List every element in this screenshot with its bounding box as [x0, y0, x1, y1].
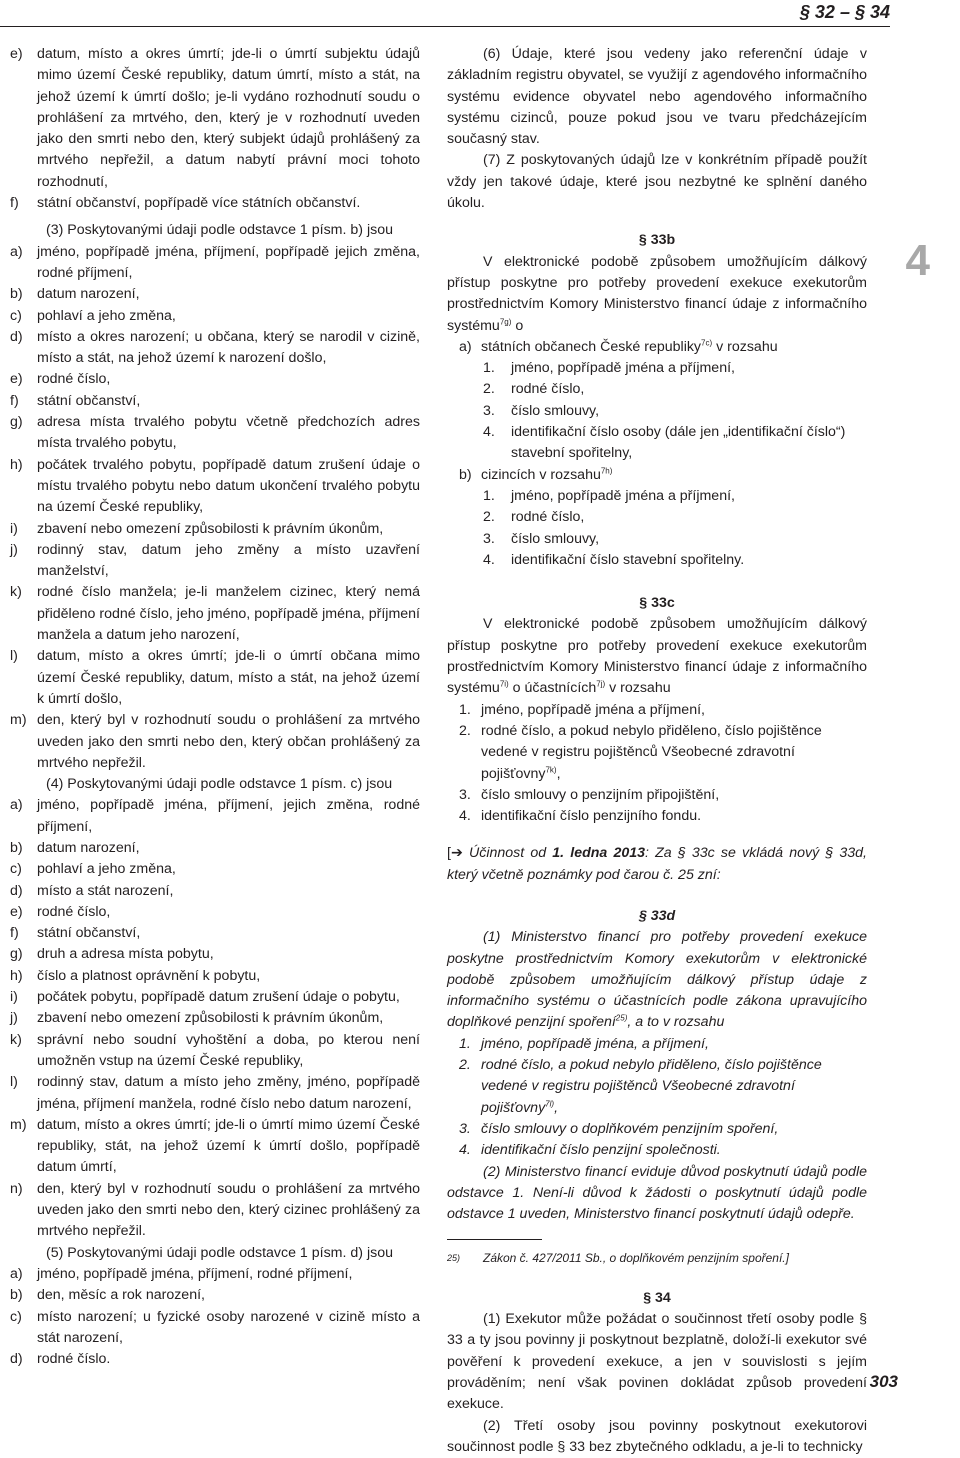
list-item: [10, 306, 420, 327]
list-item-text: datum narození,: [37, 286, 140, 303]
footnote-25: 25) Zákon č. 427/2011 Sb., o doplňkovém penzijním spoření.]: [447, 1251, 789, 1266]
list-item-text: druh a adresa místa pobytu,: [37, 946, 214, 963]
list-item-text: státní občanství, popřípadě více státních občanství.: [37, 195, 361, 212]
header-rule: [0, 26, 890, 27]
list-item-label: 3.: [483, 402, 495, 419]
list-item-label: i): [10, 989, 18, 1006]
list-item: [10, 1008, 420, 1029]
page-number: 303: [869, 1372, 898, 1391]
list-items-para-5: [10, 1264, 420, 1370]
paragraph-4: (4) Poskytovanými údaji podle odstavce 1 písm. c) jsou: [46, 776, 393, 793]
list-item-label: m): [10, 1116, 27, 1133]
list-item: [447, 379, 867, 400]
left-column: [10, 44, 420, 1370]
list-item-label: n): [10, 1180, 23, 1197]
list-item-text: datum narození,: [37, 839, 140, 856]
section-33b-a-subitems: [447, 358, 867, 464]
list-item: [10, 1349, 420, 1370]
list-item-label: l): [10, 648, 18, 665]
list-item: [447, 1119, 867, 1140]
section-33c-items: [447, 700, 867, 828]
list-item-label: 1.: [459, 701, 471, 718]
section-33d-paragraph-2: (2) Ministerstvo financí eviduje důvod poskytnutí údajů podle odstavce 1. Není-li důvod k žádosti o poskytnutí údajů podle odstavce 1 uveden, Ministerstvo financí poskytnutí údajů odepře.: [447, 1163, 867, 1223]
list-item-text: identifikační číslo penzijního fondu.: [481, 808, 702, 825]
section-33b-intro: V elektronické podobě způsobem umožňujícím dálkový přístup poskytne pro potřeby provedení exekuce exekutorům prostřednictvím Komory Ministerstvo financí údaje z informačního systému$^{7g)}$ o: [447, 253, 867, 334]
list-item-label: 2.: [483, 381, 495, 398]
list-item-label: 1.: [483, 360, 495, 377]
list-item-text: identifikační číslo penzijní společnosti.: [481, 1142, 721, 1159]
list-item-text: státní občanství,: [37, 925, 141, 942]
section-33b-b-subitems: [447, 486, 867, 571]
list-item-label: l): [10, 1074, 18, 1091]
list-item: [10, 987, 420, 1008]
list-item-label: 3.: [483, 530, 495, 547]
list-item: [447, 529, 867, 550]
list-item-text: den, měsíc a rok narození,: [37, 1287, 205, 1304]
list-item-label: 4.: [459, 1142, 471, 1159]
list-item-text: rodné číslo, a pokud nebylo přiděleno, číslo pojištěnce vedené v registru pojištěnců Všeobecné zdravotní pojišťovny$^{7l)}$,: [481, 1057, 822, 1116]
list-item: [10, 966, 420, 987]
list-item: [447, 507, 867, 528]
section-34-paragraph-1: (1) Exekutor může požádat o součinnost třetí osoby podle § 33 a ty jsou povinny ji poskytnout bezplatně, doloží-li exekutor své pověření k provedení exekuce, a jen v souvislosti s jejím prováděním; není však povinen dokládat způsob provedení exekuce.: [447, 1311, 867, 1413]
list-item-text: den, který byl v rozhodnutí soudu o prohlášení za mrtvého uveden jako den smrti nebo den, který občan prohlášený za mrtvého nepřežil.: [37, 712, 420, 771]
list-item-label: 4.: [483, 424, 495, 441]
list-item: [447, 1140, 867, 1161]
list-item: [447, 486, 867, 507]
list-item: [10, 582, 420, 646]
list-item: [10, 795, 420, 838]
list-item: [10, 881, 420, 902]
list-item-text: identifikační číslo osoby (dále jen „identifikační číslo“) stavební spořitelny,: [511, 424, 846, 462]
list-item-text: počátek pobytu, popřípadě datum zrušení údaje o pobytu,: [37, 989, 400, 1006]
list-item: [10, 859, 420, 880]
list-item-label: c): [10, 1308, 22, 1325]
list-item: [10, 1307, 420, 1350]
list-item-text: místo a stát narození,: [37, 882, 174, 899]
list-item-text: jméno, popřípadě jména, příjmení, jejich změna, rodné příjmení,: [37, 797, 420, 835]
list-item-text: číslo a platnost oprávnění k pobytu,: [37, 967, 261, 984]
list-item: [10, 327, 420, 370]
list-item: [10, 923, 420, 944]
list-item-text: rodné číslo,: [511, 381, 585, 398]
list-item: [10, 44, 420, 193]
list-item-label: 2.: [459, 722, 471, 739]
section-33b-title: § 33b: [638, 232, 676, 249]
chapter-tab: 4: [905, 236, 930, 285]
list-item-text: číslo smlouvy,: [511, 402, 600, 419]
list-item-text: počátek trvalého pobytu, popřípadě datum zrušení údaje o místu trvalého pobytu nebo datum ukončení trvalého pobytu na území České republiky,: [37, 456, 420, 516]
section-34-paragraph-2: (2) Třetí osoby jsou povinny poskytnout exekutorovi součinnost podle § 33 bez zbytečného odkladu, a je-li to technicky: [447, 1417, 867, 1455]
list-item-text: rodinný stav, datum a místo jeho změny, jméno, popřípadě jména, příjmení manžela, rodné číslo nebo datum narození,: [37, 1074, 420, 1112]
list-item: [10, 369, 420, 390]
list-item-text: číslo smlouvy,: [511, 530, 600, 547]
header-section-range: § 32 – § 34: [799, 2, 890, 22]
section-33c-intro: V elektronické podobě způsobem umožňujícím dálkový přístup poskytne pro potřeby provedení exekuce exekutorům prostřednictvím Komory Ministerstvo financí údaje z informačního systému$^{7i)}$ o účastnících$^{7j)}$ v rozsahu: [447, 616, 867, 697]
list-item: [10, 1285, 420, 1306]
list-item-text: místo a okres narození; u občana, který se narodil v cizině, místo a stát, na jehož území k narození došlo,: [37, 328, 420, 367]
list-item-text: den, který byl v rozhodnutí soudu o prohlášení za mrtvého uveden jako den smrti nebo den, který cizinec prohlášený za mrtvého nepřežil.: [37, 1180, 420, 1240]
list-item-text: rodné číslo manžela; je-li manželem cizinec, který nemá přiděleno rodné číslo, jeho jméno, popřípadě jména, příjmení manžela a datum jeho narození,: [37, 584, 420, 644]
list-item-text: identifikační číslo stavební spořitelny.: [511, 551, 745, 568]
list-item-label: g): [10, 946, 23, 963]
list-item-text: rodné číslo,: [511, 509, 585, 526]
list-item-text: pohlaví a jeho změna,: [37, 307, 176, 324]
list-item: [447, 785, 867, 806]
right-column: [447, 44, 867, 1458]
section-34-title: § 34: [643, 1289, 671, 1306]
list-item-text: datum, místo a okres úmrtí; jde-li o úmrtí subjektu údajů mimo území České republiky, datum úmrtí, místo a stát, na jehož území k úmrtí došlo; je-li vydáno rozhodnutí soudu o prohlášení za mrtvého, den, který je v rozhodnutí uveden jako den smrti nebo den, který subjekt údajů prohlášený za mrtvého nepřežil, a datum nabytí právní moci tohoto rozhodnutí,: [37, 46, 420, 190]
list-items-e-f: [10, 44, 420, 214]
list-item: [447, 550, 867, 571]
list-item-text: místo narození; u fyzické osoby narozené v cizině místo a stát narození,: [37, 1308, 420, 1346]
list-item-text: rodinný stav, datum jeho změny a místo uzavření manželství,: [37, 541, 420, 580]
list-item-label: 4.: [459, 808, 471, 825]
list-item-label: 2.: [483, 509, 495, 526]
list-item-label: d): [10, 328, 23, 345]
list-item-label: b): [10, 286, 23, 303]
list-item-label: d): [10, 1351, 23, 1368]
list-item-label: b): [10, 1287, 23, 1304]
list-item-label: 4.: [483, 551, 495, 568]
list-item: [10, 412, 420, 455]
list-item-label: j): [10, 541, 18, 558]
list-item-text: rodné číslo.: [37, 1351, 111, 1368]
list-item-label: i): [10, 520, 18, 537]
list-item-text: jméno, popřípadě jména a příjmení,: [511, 360, 735, 377]
list-item-label: e): [10, 903, 23, 920]
list-item-label: m): [10, 712, 27, 729]
list-item-label: f): [10, 392, 19, 409]
section-33d-title: § 33d: [638, 907, 676, 924]
list-item-label: 3.: [459, 1120, 471, 1137]
list-items-para-4: [10, 795, 420, 1242]
list-item-label: d): [10, 882, 23, 899]
list-item-label: c): [10, 307, 22, 324]
section-33b-item-b: b) cizincích v rozsahu$^{7h)}$: [459, 465, 613, 483]
list-item-label: 1.: [459, 1035, 471, 1052]
list-item: [447, 422, 867, 465]
list-item: [10, 1115, 420, 1179]
list-item-label: 3.: [459, 786, 471, 803]
list-item: [10, 838, 420, 859]
list-item: [447, 358, 867, 379]
list-item: [447, 700, 867, 721]
list-item-label: j): [10, 1010, 18, 1027]
list-item: [10, 646, 420, 710]
list-item-label: 2.: [459, 1057, 471, 1074]
list-item: [10, 902, 420, 923]
paragraph-3: (3) Poskytovanými údaji podle odstavce 1 písm. b) jsou: [46, 222, 393, 239]
list-item-text: rodné číslo,: [37, 903, 111, 920]
section-33c-title: § 33c: [639, 595, 675, 612]
section-33b-item-a: a) státních občanech České republiky$^{7c)}$ v rozsahu: [459, 338, 778, 355]
list-item-text: jméno, popřípadě jména, příjmení, popřípadě jejich změna, rodné příjmení,: [37, 243, 420, 281]
list-item-text: správní nebo soudní vyhoštění a doba, po kterou není umožněn vstup na území České republiky,: [37, 1031, 420, 1069]
list-item-label: f): [10, 925, 19, 942]
list-item-text: pohlaví a jeho změna,: [37, 861, 176, 878]
list-item-label: k): [10, 1031, 22, 1048]
list-item: [447, 1034, 867, 1055]
list-item-label: a): [10, 1265, 23, 1282]
list-item-text: jméno, popřípadě jména a příjmení,: [481, 701, 705, 718]
section-33d-paragraph-1: (1) Ministerstvo financí pro potřeby provedení exekuce poskytne prostřednictvím Komory exekutorům v elektronické podobě způsobem umožňujícím dálkový přístup údaje z informačního systému o účastnících podle zákona upravujícího doplňkové penzijní spoření$^{25)}$, a to v rozsahu: [447, 929, 867, 1031]
list-item-label: e): [10, 371, 23, 388]
list-item: [10, 455, 420, 519]
list-item: [10, 193, 420, 214]
paragraph-6: (6) Údaje, které jsou vedeny jako referenční údaje v základním registru obyvatel, se využijí z agendového informačního systému evidence obyvatel nebo agendového informačního systému cizinců, pouze pokud jsou ve tvaru předcházejícím současný stav.: [447, 46, 867, 148]
list-item-text: rodné číslo, a pokud nebylo přiděleno, číslo pojištěnce vedené v registru pojištěnců Všeobecné zdravotní pojišťovny$^{7k)}$,: [481, 722, 822, 782]
list-item: [10, 1179, 420, 1243]
list-item: [10, 540, 420, 583]
list-item: [447, 401, 867, 422]
list-item: [447, 721, 867, 785]
list-item-label: g): [10, 414, 23, 431]
list-item-label: a): [10, 797, 23, 814]
list-item: [10, 519, 420, 540]
list-item-label: a): [10, 243, 23, 260]
list-items-para-3: [10, 242, 420, 774]
footnote-rule: [447, 1239, 542, 1240]
list-item: [10, 284, 420, 305]
list-item-label: 1.: [483, 487, 495, 504]
list-item-text: jméno, popřípadě jména, příjmení, rodné příjmení,: [37, 1265, 353, 1282]
list-item-text: datum, místo a okres úmrtí; jde-li o úmrtí mimo území České republiky, stát, na jehož území k úmrtí došlo, popřípadě datum úmrtí,: [37, 1116, 420, 1176]
list-item-label: b): [10, 839, 23, 856]
list-item-label: h): [10, 456, 23, 473]
list-item-text: rodné číslo,: [37, 371, 111, 388]
list-item-text: adresa místa trvalého pobytu včetně předchozích adres místa trvalého pobytu,: [37, 414, 420, 452]
list-item-text: číslo smlouvy o penzijním připojištění,: [481, 786, 720, 803]
section-33d-items: [447, 1034, 867, 1162]
list-item: [10, 1264, 420, 1285]
list-item: [10, 710, 420, 774]
paragraph-7: (7) Z poskytovaných údajů lze v konkrétním případě použít vždy jen takové údaje, které jsou nezbytné ke splnění daného úkolu.: [447, 152, 867, 212]
list-item-label: k): [10, 584, 22, 601]
list-item: [10, 944, 420, 965]
list-item-label: c): [10, 861, 22, 878]
list-item-label: e): [10, 46, 23, 62]
list-item-text: zbavení nebo omezení způsobilosti k právním úkonům,: [37, 520, 384, 537]
list-item: [10, 391, 420, 412]
list-item: [10, 242, 420, 285]
effective-note: [➔ Účinnost od 1. ledna 2013: Za § 33c se vkládá nový § 33d, který včetně poznámky pod čarou č. 25 zní:: [447, 845, 867, 883]
list-item: [447, 806, 867, 827]
list-item: [10, 1072, 420, 1115]
list-item: [10, 1030, 420, 1073]
list-item-text: jméno, popřípadě jména, a příjmení,: [481, 1035, 709, 1052]
list-item-label: h): [10, 967, 23, 984]
list-item: [447, 1055, 867, 1119]
list-item-text: datum, místo a okres úmrtí; jde-li o úmrtí občana mimo území České republiky, datum, místo a stát, na jehož území k úmrtí došlo,: [37, 648, 420, 707]
list-item-text: státní občanství,: [37, 392, 141, 409]
list-item-text: číslo smlouvy o doplňkovém penzijním spoření,: [481, 1120, 779, 1137]
paragraph-5: (5) Poskytovanými údaji podle odstavce 1 písm. d) jsou: [46, 1244, 393, 1261]
list-item-label: f): [10, 195, 19, 212]
list-item-text: jméno, popřípadě jména a příjmení,: [511, 487, 735, 504]
list-item-text: zbavení nebo omezení způsobilosti k právním úkonům,: [37, 1010, 384, 1027]
